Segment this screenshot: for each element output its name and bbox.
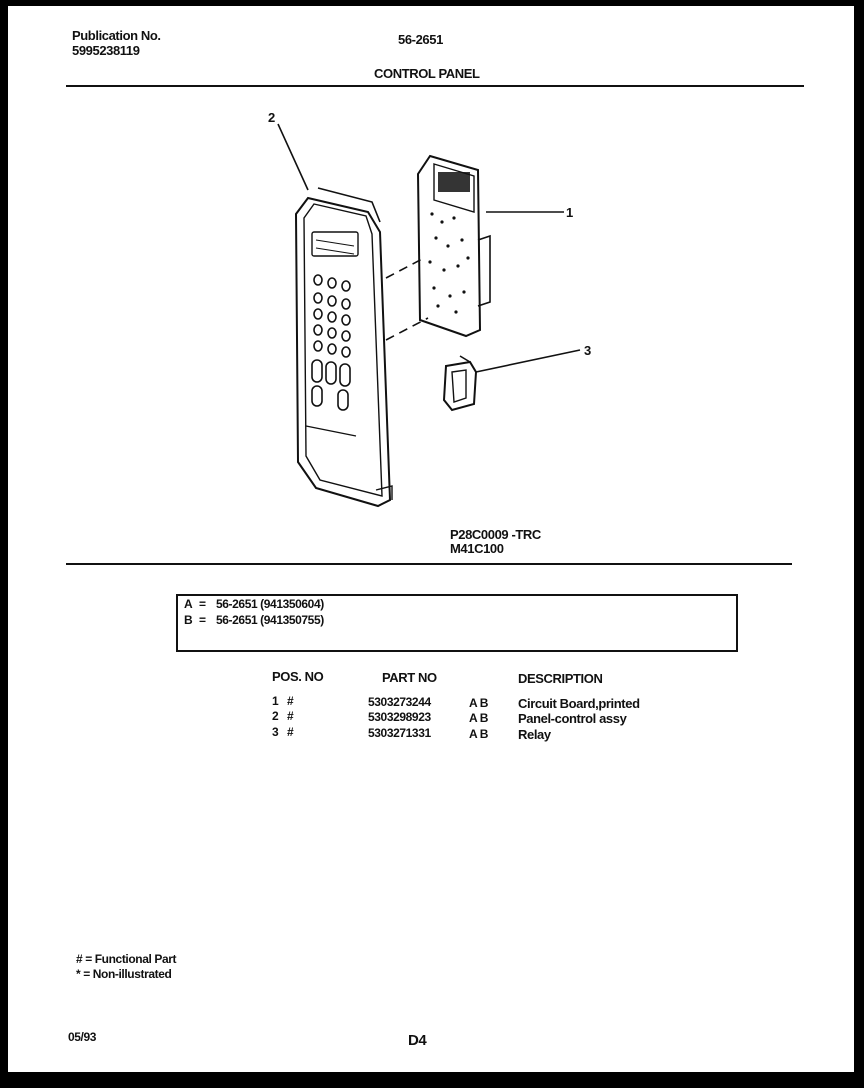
legend-non-illustrated: * = Non-illustrated [76,967,172,981]
publication-number: 5995238119 [72,43,140,58]
row-description: Relay [518,727,551,742]
callout-2: 2 [268,110,275,125]
legend-functional: # = Functional Part [76,952,177,966]
section-title: CONTROL PANEL [374,66,480,81]
footer-date: 05/93 [68,1030,97,1044]
model-a-key: A [184,597,193,611]
row-description: Circuit Board,printed [518,696,640,711]
model-a-text: 56-2651 (941350604) [216,597,324,611]
assembly-guides [386,258,428,340]
row-pos: 2 [272,709,279,723]
model-a-sep: = [199,597,206,611]
row-part-no: 5303273244 [368,695,431,709]
row-flag: # [287,694,294,708]
row-part-no: 5303298923 [368,710,431,724]
row-applies: A B [469,727,489,741]
row-flag: # [287,709,294,723]
diagram-rule [66,563,792,565]
row-pos: 1 [272,694,279,708]
footer-page: D4 [408,1032,427,1049]
callout-leaders [278,124,580,372]
row-pos: 3 [272,725,279,739]
model-b-text: 56-2651 (941350755) [216,613,324,627]
model-b-key: B [184,613,193,627]
row-flag: # [287,725,294,739]
header-part-no: PART NO [382,670,437,685]
row-applies: A B [469,711,489,725]
callout-1: 1 [566,205,573,220]
header-description: DESCRIPTION [518,671,603,686]
keypad-buttons [312,275,350,410]
model-b-sep: = [199,613,206,627]
figure-subcode: M41C100 [450,541,504,556]
circuit-board-drawing [418,156,490,336]
row-applies: A B [469,696,489,710]
row-description: Panel-control assy [518,711,627,726]
figure-code: P28C0009 -TRC [450,527,541,542]
publication-label: Publication No. [72,28,161,43]
relay-drawing [444,356,476,410]
header-pos-no: POS. NO [272,669,324,684]
model-code: 56-2651 [398,32,443,47]
callout-3: 3 [584,343,591,358]
row-part-no: 5303271331 [368,726,431,740]
